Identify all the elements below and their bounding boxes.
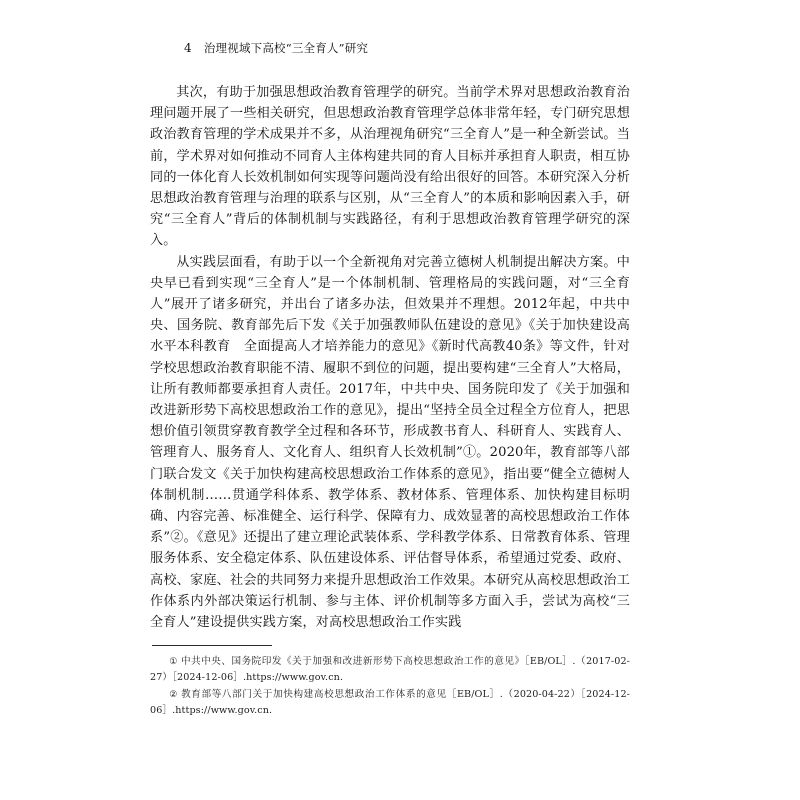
footnote-marker: ①	[169, 656, 178, 668]
footnote-item	[150, 654, 630, 685]
page-number: 4	[184, 41, 192, 55]
paragraph-1: 其次，有助于加强思想政治教育管理学的研究。当前学术界对思想政治教育治理问题开展了一些相关研究，但思想政治教育管理学总体非常年轻，专门研究思想政治教育管理的学术成果并不多，从治理视角研究“三全育人”是一种全新尝试。当前，学术界对如何推动不同育人主体构建共同的育人目标并承担育人职责，相互协同的一体化育人长效机制如何实现等问题尚没有给出很好的回答。本研究深入分析思想政治教育管理与治理的联系与区别，从“三全育人”的本质和影响因素入手，研究“三全育人”背后的体制机制与实践路径，有利于思想政治教育管理学研究的深入。	[150, 85, 630, 249]
footnote-marker: ②	[169, 689, 179, 701]
paragraph-2: 从实践层面看，有助于以一个全新视角对完善立德树人机制提出解决方案。中央早已看到实现“三全育人”是一个体制机制、管理格局的实践问题，对“三全育人”展开了诸多研究，并出台了诸多办法，但效果并不理想。2012年起，中共中央、国务院、教育部先后下发《关于加强教师队伍建设的意见》《关于加快建设高水平本科教育 全面提高人才培养能力的意见》《新时代高教40条》等文件，针对学校思想政治教育职能不清、履职不到位的问题，提出要构建“三全育人”大格局，让所有教师都要承担育人责任。2017年，中共中央、国务院印发了《关于加强和改进新形势下高校思想政治工作的意见》，提出“坚持全员全过程全方位育人，把思想价值引领贯穿教育教学全过程和各环节，形成教书育人、科研育人、实践育人、管理育人、服务育人、文化育人、组织育人长效机制”①。2020年，教育部等八部门联合发文《关于加快构建高校思想政治工作体系的意见》，指出要“健全立德树人体制机制……贯通学科体系、教学体系、教材体系、管理体系、加快构建目标明确、内容完善、标准健全、运行科学、保障有力、成效显著的高校思想政治工作体系”②。《意见》还提出了建立理论武装体系、学科教学体系、日常教育体系、管理服务体系、安全稳定体系、队伍建设体系、评估督导体系，希望通过党委、政府、高校、家庭、社会的共同努力来提升思想政治工作效果。本研究从高校思想政治工作体系内外部决策运行机制、参与主体、评价机制等多方面入手，尝试为高校“三全育人”建设提供实践方案，对高校思想政治工作实践	[150, 254, 630, 631]
footnote-separator	[152, 645, 272, 646]
page-content	[150, 40, 630, 760]
footnote-item	[150, 687, 630, 718]
footnote-text: 教育部等八部门关于加快构建高校思想政治工作体系的意见［EB/OL］.（2020-04-22）［2024-12-06］.https://www.gov.cn.	[150, 689, 630, 717]
running-head	[150, 40, 630, 56]
footnotes	[150, 654, 630, 718]
body-text	[150, 82, 630, 633]
footnote-text: 中共中央、国务院印发《关于加强和改进新形势下高校思想政治工作的意见》［EB/OL］.（2017-02-27）［2024-12-06］.https://www.gov.cn.	[150, 656, 630, 683]
running-head-title: 治理视域下高校“三全育人”研究	[203, 41, 369, 55]
